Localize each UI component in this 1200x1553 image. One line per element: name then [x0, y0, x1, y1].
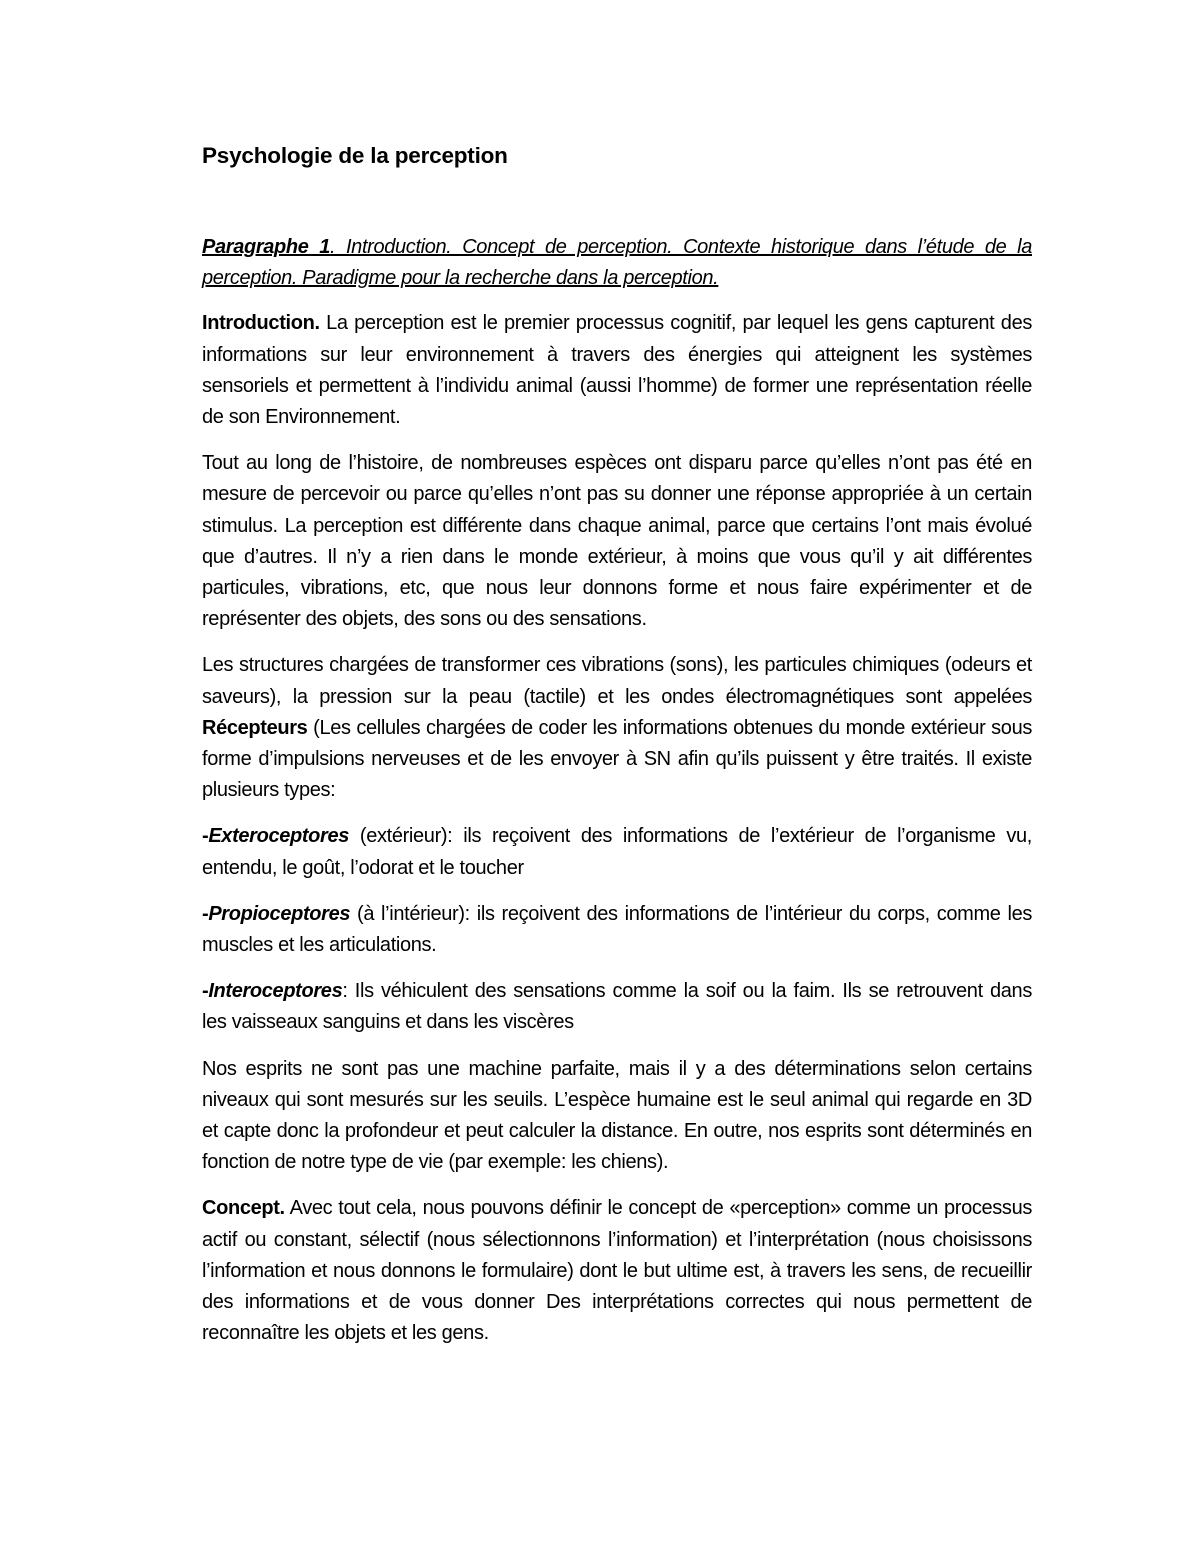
- receptor-name: Exteroceptores: [208, 825, 350, 848]
- receptor-text: : Ils véhiculent des sensations comme la soif ou la faim. Ils se retrouvent dans les vaisseaux sanguins et dans les viscères: [202, 980, 1032, 1034]
- receptors-term: Récepteurs: [202, 716, 308, 739]
- minds-paragraph: Nos esprits ne sont pas une machine parfaite, mais il y a des déterminations selon certains niveaux qui sont mesurés sur les seuils. L’espèce humaine est le seul animal qui regarde en 3D et capte donc la profondeur et peut calculer la distance. En outre, nos esprits sont déterminés en fonction de notre type de vie (par exemple: les chiens).: [202, 1057, 1032, 1174]
- document-page: [202, 138, 1032, 1365]
- section-heading-text: . Introduction. Concept de perception. Contexte historique dans l’étude de la perception. Paradigme pour la recherche dans la perception.: [202, 236, 1032, 290]
- receptor-dash: -: [202, 825, 209, 848]
- structures-paragraph: [202, 650, 1032, 806]
- receptor-dash: -: [202, 980, 209, 1003]
- receptor-text: (extérieur): ils reçoivent des informations de l’extérieur de l’organisme vu, entendu, le goût, l’odorat et le toucher: [202, 825, 1032, 879]
- concept-lead: Concept.: [202, 1197, 285, 1220]
- section-heading-label: Paragraphe 1: [202, 236, 331, 258]
- receptor-name: Interoceptores: [208, 980, 343, 1003]
- receptor-item-propioceptores: [202, 899, 1032, 961]
- structures-text-before: Les structures chargées de transformer ces vibrations (sons), les particules chimiques (odeurs et saveurs), la pression sur la peau (tactile) et les ondes électromagnétiques sont appelées: [202, 654, 1032, 708]
- intro-paragraph: [202, 308, 1032, 433]
- receptor-text: (à l’intérieur): ils reçoivent des informations de l’intérieur du corps, comme les muscles et les articulations.: [202, 902, 1032, 957]
- receptor-item-exteroceptores: [202, 821, 1032, 883]
- receptor-dash: -: [202, 902, 209, 925]
- history-paragraph: Tout au long de l’histoire, de nombreuses espèces ont disparu parce qu’elles n’ont pas été en mesure de percevoir ou parce qu’elles n’ont pas su donner une réponse appropriée à un certain stimulus. La perception est différente dans chaque animal, parce que certains l’ont mais évolué que d’autres. Il n’y a rien dans le monde extérieur, à moins que vous qu’il y ait différentes particules, vibrations, etc, que nous leur donnons forme et nous faire expérimenter et de représenter des objets, des sons ou des sensations.: [202, 452, 1032, 631]
- intro-text: La perception est le premier processus cognitif, par lequel les gens capturent des informations sur leur environnement à travers des énergies qui atteignent les systèmes sensoriels et permettent à l’individu animal (aussi l’homme) de former une représentation réelle de son Environnement.: [202, 312, 1032, 429]
- concept-text: Avec tout cela, nous pouvons définir le concept de «perception» comme un processus actif ou constant, sélectif (nous sélectionnons l’information) et l’interprétation (nous choisissons l’information et nous donnons le formulaire) dont le but ultime est, à travers les sens, de recueillir des informations et de vous donner Des interprétations correctes qui nous permettent de reconnaître les objets et les gens.: [202, 1197, 1032, 1345]
- section-heading: [202, 232, 1032, 294]
- document-title: Psychologie de la perception: [202, 143, 508, 168]
- receptor-name: Propioceptores: [208, 902, 351, 925]
- intro-lead: Introduction.: [202, 312, 320, 335]
- structures-text-after: (Les cellules chargées de coder les informations obtenues du monde extérieur sous forme d’impulsions nerveuses et de les envoyer à SN afin qu’ils puissent y être traités. Il existe plusieurs types:: [202, 716, 1032, 802]
- concept-paragraph: [202, 1193, 1032, 1349]
- receptor-item-interoceptores: [202, 976, 1032, 1038]
